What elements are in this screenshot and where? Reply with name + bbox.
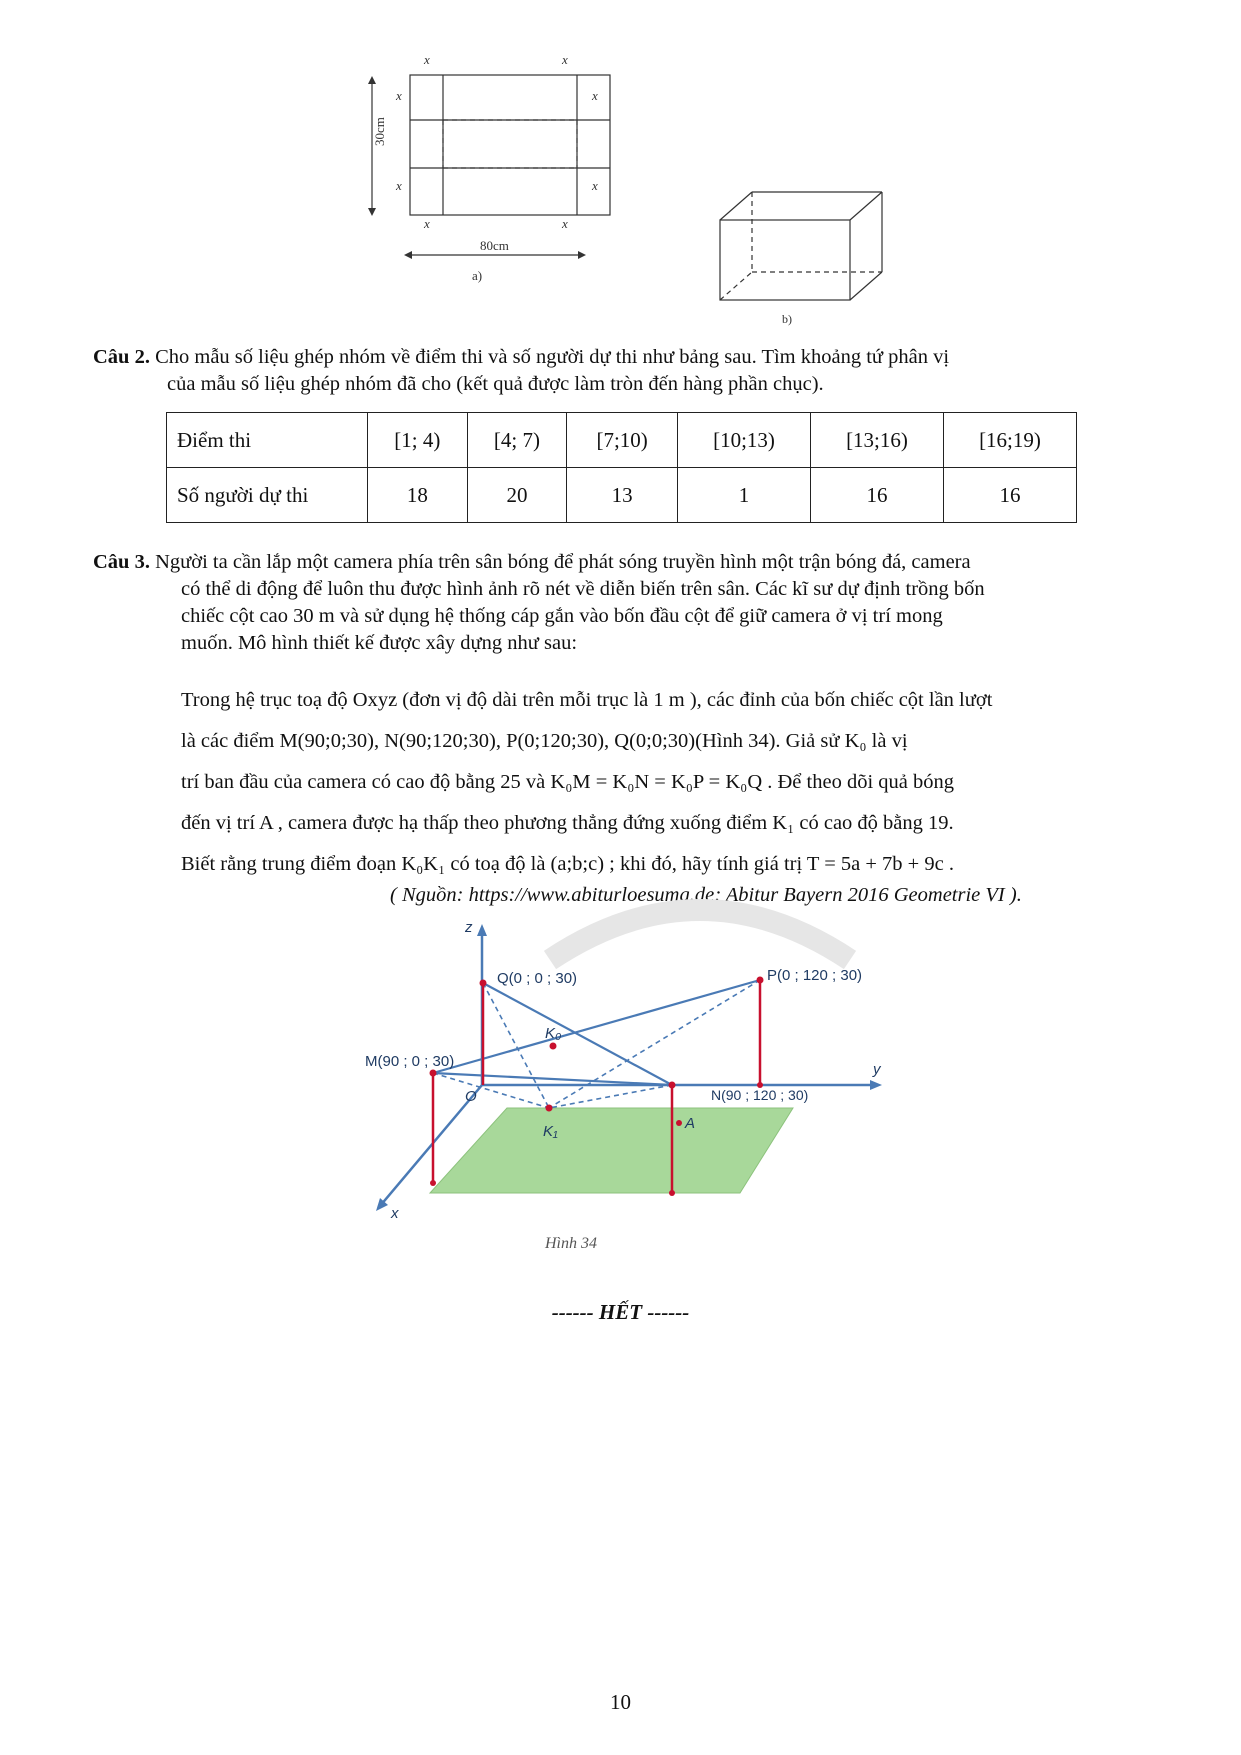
model-text: trí ban đầu của camera có cao độ bằng 25 và K₀M = K₀N = K₀P = K₀Q . Để theo dõi quả bóng	[181, 771, 954, 793]
interval-cell: [4; 7)	[467, 413, 567, 468]
origin-label: O	[465, 1088, 477, 1105]
x-label: x	[562, 216, 568, 231]
count-cell: 1	[678, 468, 811, 523]
frequency-table	[166, 412, 1077, 523]
interval-cell: [10;13)	[678, 413, 811, 468]
question-2-label: Câu 2.	[93, 346, 150, 368]
question-3-label: Câu 3.	[93, 551, 150, 573]
x-label: x	[592, 178, 598, 193]
model-text: Trong hệ trục toạ độ Oxyz (đơn vị độ dài trên mỗi trục là 1 m ), các đỉnh của bốn chiếc cột lần lượt	[181, 689, 993, 711]
net-outline	[410, 75, 610, 215]
question-3-model	[181, 680, 1078, 885]
x-label: x	[592, 88, 598, 103]
figure-34	[365, 918, 905, 1258]
interval-cell: [7;10)	[567, 413, 678, 468]
figure-a-caption: a)	[472, 268, 483, 283]
figure-b-box	[710, 180, 900, 330]
m-label: M(90 ; 0 ; 30)	[365, 1053, 455, 1070]
interval-cell: [16;19)	[943, 413, 1076, 468]
point-q	[480, 980, 487, 987]
x-axis-label: x	[391, 1205, 399, 1222]
question-3-text: Người ta cần lắp một camera phía trên sân bóng để phát sóng truyền hình một trận bóng đá, camera	[155, 551, 971, 573]
count-cell: 20	[467, 468, 567, 523]
x-label: x	[424, 52, 430, 67]
figure-b-caption: b)	[782, 312, 792, 326]
q-label: Q(0 ; 0 ; 30)	[497, 970, 578, 987]
model-text: đến vị trí A , camera được hạ thấp theo phương thẳng đứng xuống điểm K₁ có cao độ bằng 19.	[181, 812, 954, 834]
a-label: A	[685, 1115, 696, 1132]
table-header-cell: Điểm thi	[167, 413, 368, 468]
count-cell: 18	[368, 468, 468, 523]
interval-cell: [13;16)	[811, 413, 944, 468]
model-text: là các điểm M(90;0;30), N(90;120;30), P(0;120;30), Q(0;0;30)(Hình 34). Giả sử K₀ là vị	[181, 730, 908, 752]
interval-cell: [1; 4)	[368, 413, 468, 468]
point-n	[669, 1082, 676, 1089]
point-k1	[546, 1105, 553, 1112]
question-3	[93, 549, 1078, 657]
z-axis-label: z	[465, 919, 473, 936]
end-marker: ------ HẾT ------	[551, 1300, 690, 1324]
p-label: P(0 ; 120 ; 30)	[767, 967, 863, 984]
table-header-cell: Số người dự thi	[167, 468, 368, 523]
page-number: 10	[610, 1690, 631, 1714]
question-2	[93, 344, 1078, 398]
width-label: 80cm	[480, 238, 509, 253]
field-plane	[430, 1108, 793, 1193]
pole-m-base	[430, 1180, 436, 1186]
point-a	[676, 1120, 682, 1126]
x-label: x	[424, 216, 430, 231]
point-m	[430, 1070, 437, 1077]
count-cell: 16	[943, 468, 1076, 523]
k1-label: K₁	[543, 1123, 558, 1140]
table-row	[167, 468, 1077, 523]
pole-n-base	[669, 1190, 675, 1196]
count-cell: 13	[567, 468, 678, 523]
question-3-text: chiếc cột cao 30 m và sử dụng hệ thống cáp gắn vào bốn đầu cột để giữ camera ở vị trí mong	[181, 605, 943, 627]
figure-a-net	[360, 50, 660, 330]
k0-label: K₀	[545, 1025, 562, 1042]
figure-34-caption: Hình 34	[545, 1235, 597, 1252]
question-2-text-cont: của mẫu số liệu ghép nhóm đã cho (kết quả được làm tròn đến hàng phần chục).	[167, 373, 824, 395]
x-label: x	[396, 178, 402, 193]
n-label: N(90 ; 120 ; 30)	[711, 1087, 809, 1103]
model-text: Biết rằng trung điểm đoạn K₀K₁ có toạ độ là (a;b;c) ; khi đó, hãy tính giá trị T = 5a + 7b + 9c .	[181, 853, 954, 875]
question-3-text: muốn. Mô hình thiết kế được xây dựng như sau:	[181, 632, 578, 654]
height-label: 30cm	[372, 117, 387, 146]
count-cell: 16	[811, 468, 944, 523]
point-p	[757, 977, 764, 984]
y-axis-label: y	[873, 1061, 881, 1078]
source-citation: ( Nguồn: https://www.abiturloesumg.de; Abitur Bayern 2016 Geometrie VI ).	[390, 884, 1022, 906]
table-row	[167, 413, 1077, 468]
x-label: x	[396, 88, 402, 103]
x-label: x	[562, 52, 568, 67]
point-k0	[550, 1043, 557, 1050]
question-3-text: có thể di động để luôn thu được hình ảnh rõ nét về diễn biến trên sân. Các kĩ sư dự định trồng bốn	[181, 578, 985, 600]
question-2-text: Cho mẫu số liệu ghép nhóm về điểm thi và số người dự thi như bảng sau. Tìm khoảng tứ phân vị	[155, 346, 950, 368]
